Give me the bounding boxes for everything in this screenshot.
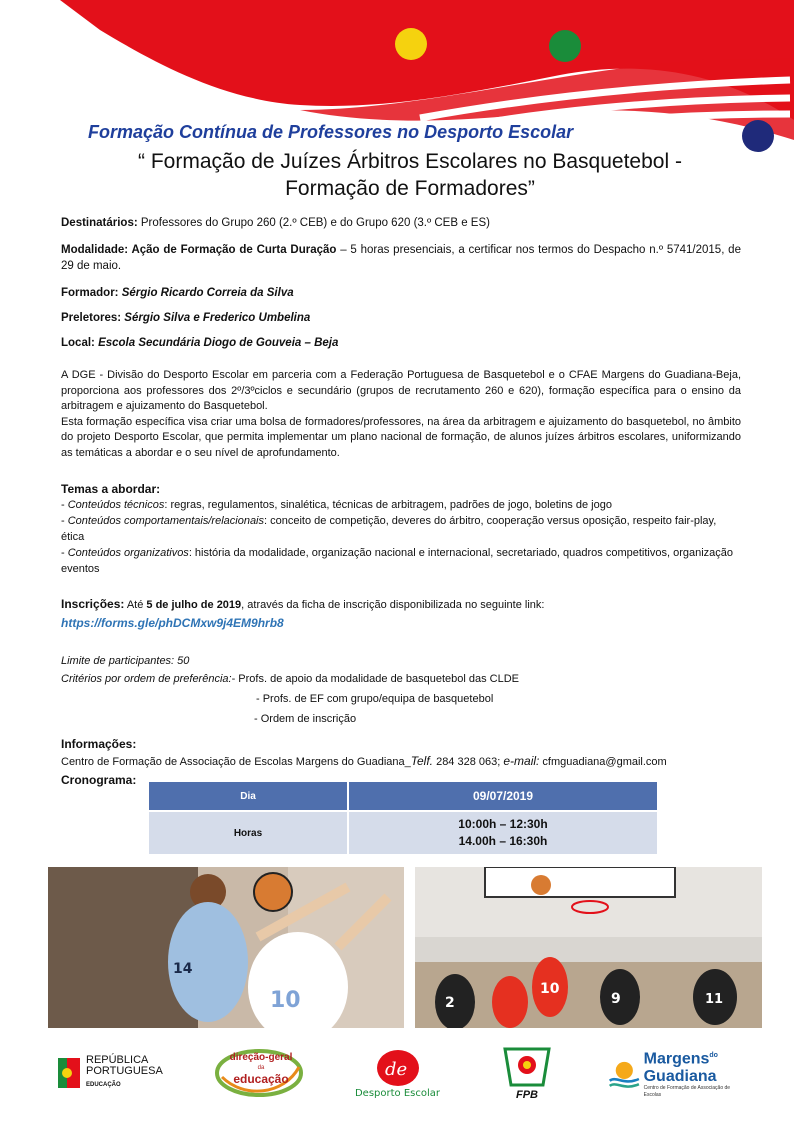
local bbox=[61, 335, 741, 351]
formador bbox=[61, 285, 741, 301]
local-label: Local: bbox=[61, 337, 95, 349]
description bbox=[61, 368, 741, 461]
course-title-line2: Formação de Formadores” bbox=[285, 177, 535, 200]
basketball-icon bbox=[531, 875, 551, 895]
cronograma-heading: Cronograma: bbox=[61, 773, 137, 787]
criterios-label: Critérios por ordem de preferência: bbox=[61, 673, 232, 685]
dia-header: Dia bbox=[148, 781, 348, 811]
course-title-line1: “ Formação de Juízes Árbitros Escolares no Basquetebol - bbox=[138, 150, 682, 173]
svg-text:2: 2 bbox=[445, 995, 455, 1011]
svg-text:14: 14 bbox=[173, 961, 193, 977]
basketball-photo-right bbox=[415, 867, 762, 1028]
preletores-text: Sérgio Silva e Frederico Umbelina bbox=[121, 312, 311, 324]
svg-text:10: 10 bbox=[270, 988, 301, 1013]
criterio-item: - Ordem de inscrição bbox=[254, 713, 357, 725]
republica-portuguesa-logo: REPÚBLICA PORTUGUESA EDUCAÇÃO bbox=[58, 1042, 178, 1104]
description-paragraph-2: Esta formação específica visa criar uma bolsa de formadores/professores, na área da arbitragem e ajuizamento do basquetebol, no âmbito do projeto Desporto Escolar, que permita implementar um plano nacional de formação, de alunos juízes árbitros escolares, uniformizando as temáticas a abordar e o seu nível de aprofundamento. bbox=[61, 415, 741, 459]
modalidade bbox=[61, 242, 741, 274]
registration-link[interactable]: https://forms.gle/phDCMxw9j4EM9hrb8 bbox=[61, 616, 284, 630]
date-cell: 09/07/2019 bbox=[348, 781, 658, 811]
basketball-icon bbox=[254, 873, 292, 911]
horas-cell: 10:00h – 12:30h 14.00h – 16:30h bbox=[348, 811, 658, 855]
horas-label: Horas bbox=[148, 811, 348, 855]
modalidade-text: – 5 horas presenciais, a certificar nos termos do Despacho n.º 5741/2015, de 29 de maio. bbox=[61, 244, 741, 272]
margens-guadiana-logo: Margens$^{do}$ Guadiana Centro de Formação de Associação de Escolas bbox=[608, 1042, 734, 1104]
course-title bbox=[60, 148, 760, 202]
modalidade-label: Modalidade: Ação de Formação de Curta Duração bbox=[61, 244, 337, 256]
portugal-flag-icon bbox=[58, 1058, 80, 1088]
tema-item: - Conteúdos organizativos: história da modalidade, organização nacional e internacional, secretariado, quadros competitivos, organização eventos bbox=[61, 547, 734, 575]
destinatarios bbox=[61, 215, 741, 231]
green-dot bbox=[549, 30, 581, 62]
temas bbox=[61, 481, 741, 577]
tema-item: - Conteúdos comportamentais/relacionais: conceito de competição, deveres do árbitro, cooperação versus oposição, respeito fair-play, ética bbox=[61, 515, 717, 543]
informacoes-heading: Informações: bbox=[61, 737, 137, 751]
inscricoes-label: Inscrições: bbox=[61, 597, 125, 611]
description-paragraph-1: A DGE - Divisão do Desporto Escolar em parceria com a Federação Portuguesa de Basquetebol e o CFAE Margens do Guadiana-Beja, proporciona aos professores dos 2º/3ºciclos e secundário (grupos de recrutamento 260 e 620), formação específica para o ensino da arbitragem e ajuizamento do Basquetebol. bbox=[61, 369, 741, 412]
criterio-item: - Profs. de apoio da modalidade de basquetebol das CLDE bbox=[231, 673, 519, 685]
temas-heading: Temas a abordar: bbox=[61, 482, 161, 496]
dge-logo: direção-geral da educação bbox=[214, 1042, 304, 1104]
preletores-label: Preletores: bbox=[61, 312, 122, 324]
inscricoes: Inscrições: Até 5 de julho de 2019, através da ficha de inscrição disponibilizada no seguinte link: bbox=[61, 597, 545, 611]
preletores bbox=[61, 310, 741, 326]
yellow-dot bbox=[395, 28, 427, 60]
sun-waves-icon bbox=[608, 1054, 641, 1092]
course-series-title: Formação Contínua de Professores no Desporto Escolar bbox=[88, 122, 574, 142]
basketball-photo-left bbox=[48, 867, 404, 1028]
svg-text:11: 11 bbox=[705, 992, 724, 1007]
local-text: Escola Secundária Diogo de Gouveia – Beja bbox=[94, 337, 339, 349]
informacoes-contact: Centro de Formação de Associação de Escolas Margens do Guadiana_Telf. 284 328 063; e-mail: cfmguadiana@gmail.com bbox=[61, 754, 667, 768]
criterio-item: - Profs. de EF com grupo/equipa de basquetebol bbox=[256, 693, 494, 705]
tema-item: - Conteúdos técnicos: regras, regulamentos, sinalética, técnicas de arbitragem, padrões de jogo, boletins de jogo bbox=[61, 499, 612, 511]
desporto-escolar-logo: de Desporto Escolar bbox=[345, 1042, 450, 1104]
svg-text:9: 9 bbox=[611, 991, 621, 1007]
inscricoes-date: 5 de julho de 2019 bbox=[146, 599, 242, 611]
desporto-escolar-icon bbox=[375, 1048, 421, 1088]
svg-text:10: 10 bbox=[540, 981, 560, 997]
limite-participantes: Limite de participantes: 50 bbox=[61, 655, 190, 667]
criterios bbox=[61, 671, 741, 687]
cronograma-table bbox=[147, 780, 659, 856]
destinatarios-text: Professores do Grupo 260 (2.º CEB) e do Grupo 620 (3.º CEB e ES) bbox=[137, 217, 490, 229]
fpb-logo: FPB bbox=[496, 1042, 558, 1104]
destinatarios-label: Destinatários: bbox=[61, 217, 138, 229]
formador-label: Formador: bbox=[61, 287, 119, 299]
formador-text: Sérgio Ricardo Correia da Silva bbox=[118, 287, 294, 299]
svg-text:de: de bbox=[384, 1058, 407, 1080]
